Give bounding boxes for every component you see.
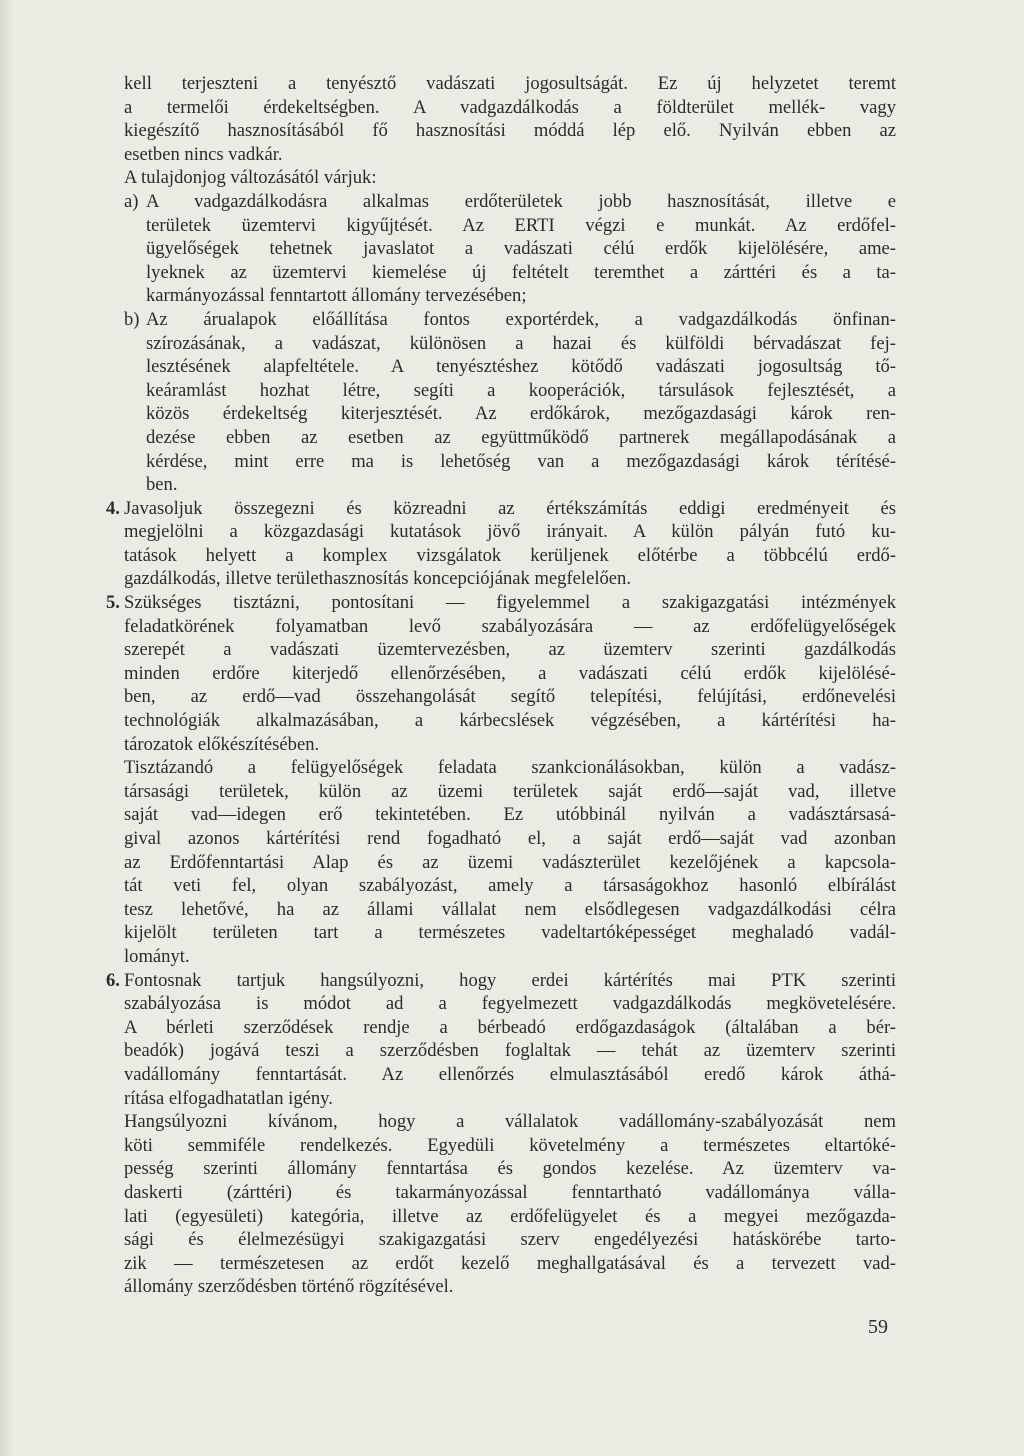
page-edge-shadow bbox=[0, 0, 14, 1456]
text-line: társasági területek, külön az üzemi területek saját erdő—saját vad, illetve bbox=[124, 780, 896, 802]
text-line: zik — természetesen az erdőt kezelő meghallgatásával és a tervezett vad- bbox=[124, 1252, 896, 1274]
text-line: gival azonos kártérítési rend fogadható el, a saját erdő—saját vad azonban bbox=[124, 828, 896, 849]
item-number: 6. bbox=[106, 969, 120, 991]
text-line: beadók) jogává teszi a szerződésben foglaltak — tehát az üzemterv szerinti bbox=[124, 1040, 896, 1062]
text-line: Szükséges tisztázni, pontosítani — figyelemmel a szakigazgatási intézmények bbox=[124, 592, 896, 614]
text-line: lyeknek az üzemtervi kiemelése új feltételt teremthet a zárttéri és a ta- bbox=[146, 261, 896, 283]
text-line: ben. bbox=[146, 474, 178, 496]
item-number: 5. bbox=[106, 592, 120, 614]
text-line: Fontosnak tartjuk hangsúlyozni, hogy erdei kártérítés mai PTK szerinti bbox=[124, 969, 896, 991]
text-line: tározatok előkészítésében. bbox=[124, 733, 320, 755]
text-line: Tisztázandó a felügyelőségek feladata szankcionálásokban, külön a vadász- bbox=[124, 757, 896, 779]
item-label: b) bbox=[124, 308, 140, 330]
text-line: tát veti fel, olyan szabályozást, amely a társaságokhoz hasonló elbírálást bbox=[124, 875, 896, 897]
text-line: kiegészítő hasznosításából fő hasznosítási móddá lép elő. Nyilván ebben az bbox=[124, 120, 896, 142]
list-item-6 bbox=[106, 969, 896, 1299]
list-item-4 bbox=[106, 497, 896, 591]
text-line: szírozásának, a vadászat, különösen a hazai és külföldi bérvadászat fej- bbox=[146, 332, 896, 354]
text-line: köti semmiféle rendelkezés. Egyedüli követelmény a természetes eltartóké- bbox=[124, 1134, 896, 1156]
text-line: feladatkörének folyamatban levő szabályozására — az erdőfelügyelőségek bbox=[124, 615, 896, 637]
text-line: szerepét a vadászati üzemtervezésben, az üzemterv szerinti gazdálkodás bbox=[124, 639, 896, 661]
text-line: Az árualapok előállítása fontos exportérdek, a vadgazdálkodás önfinan- bbox=[146, 308, 896, 330]
intro-paragraph bbox=[124, 72, 896, 166]
text-line: az Erdőfenntartási Alap és az üzemi vadászterület kezelőjének a kapcsola- bbox=[124, 851, 896, 873]
text-line: minden erdőre kiterjedő ellenőrzésében, a vadászati célú erdők kijelölésé- bbox=[124, 662, 896, 684]
text-line: kijelölt területen tart a természetes vadeltartóképességet meghaladó vadál- bbox=[124, 922, 896, 944]
text-line: területek üzemtervi kigyűjtését. Az ERTI végzi e munkát. Az erdőfel- bbox=[146, 214, 896, 236]
text-line: karmányozással fenntartott állomány tervezésében; bbox=[146, 285, 527, 307]
text-line: sági és élelmezésügyi szakigazgatási szerv engedélyezési hatáskörébe tarto- bbox=[124, 1229, 896, 1251]
text-line: kérdése, mint erre ma is lehetőség van a mezőgazdasági károk térítésé- bbox=[146, 450, 896, 472]
list-item-a bbox=[124, 190, 896, 308]
text-line: saját vad—idegen erő tekintetében. Ez utóbbinál nyilván a vadásztársasá- bbox=[124, 804, 896, 826]
text-line: rítása elfogadhatatlan igény. bbox=[124, 1087, 333, 1109]
text-line: a termelői érdekeltségben. A vadgazdálkodás a földterület mellék- vagy bbox=[124, 96, 896, 118]
text-line: szabályozása is módot ad a fegyelmezett vadgazdálkodás megkövetelésére. bbox=[124, 993, 896, 1015]
body-text bbox=[106, 72, 896, 1299]
text-line: állomány szerződésben történő rögzítésével. bbox=[124, 1276, 454, 1298]
text-line: Hangsúlyozni kívánom, hogy a vállalatok vadállomány-szabályozását nem bbox=[124, 1111, 896, 1133]
text-line: vadállomány fenntartását. Az ellenőrzés elmulasztásából eredő károk áthá- bbox=[124, 1063, 896, 1085]
text-line: technológiák alkalmazásában, a kárbecslések végzésében, a kártérítési ha- bbox=[124, 710, 896, 732]
text-line: lományt. bbox=[124, 945, 190, 967]
text-line: pesség szerinti állomány fenntartása és gondos kezelése. Az üzemterv va- bbox=[124, 1158, 896, 1180]
text-line: esetben nincs vadkár. bbox=[124, 143, 283, 165]
text-line: Javasoljuk összegezni és közreadni az értékszámítás eddigi eredményeit és bbox=[124, 497, 896, 519]
list-item-b bbox=[124, 308, 896, 497]
text-line: tesz lehetővé, ha az állami vállalat nem elsődlegesen vadgazdálkodási célra bbox=[124, 898, 896, 920]
text-line: gazdálkodás, illetve területhasznosítás koncepciójának megfelelően. bbox=[124, 568, 631, 590]
text-line: megjelölni a közgazdasági kutatások jövő irányait. A külön pályán futó ku- bbox=[124, 521, 896, 543]
owner-change-heading: A tulajdonjog változásától várjuk: bbox=[124, 167, 377, 189]
text-line: dezése ebben az esetben az együttműködő partnerek megállapodásának a bbox=[146, 426, 896, 448]
text-line: lesztésének alapfeltétele. A tenyésztéshez kötődő vadászati jogosultság tő- bbox=[146, 356, 896, 378]
page-number: 59 bbox=[868, 1316, 888, 1338]
text-line: tatások helyett a komplex vizsgálatok kerüljenek előtérbe a többcélú erdő- bbox=[124, 544, 896, 566]
text-line: keáramlást hozhat létre, segíti a kooperációk, társulások fejlesztését, a bbox=[146, 379, 896, 401]
text-line: közös érdekeltség kiterjesztését. Az erdőkárok, mezőgazdasági károk ren- bbox=[146, 403, 896, 425]
item-number: 4. bbox=[106, 497, 120, 519]
text-line: ügyelőségek tehetnek javaslatot a vadászati célú erdők kijelölésére, ame- bbox=[146, 238, 896, 260]
list-item-5 bbox=[106, 591, 896, 969]
text-line: lati (egyesületi) kategória, illetve az erdőfelügyelet és a megyei mezőgazda- bbox=[124, 1205, 896, 1227]
text-line: A bérleti szerződések rendje a bérbeadó erdőgazdaságok (általában a bér- bbox=[124, 1016, 896, 1038]
text-line: ben, az erdő—vad összehangolását segítő telepítési, felújítási, erdőnevelési bbox=[124, 686, 896, 708]
text-line: kell terjeszteni a tenyésztő vadászati jogosultságát. Ez új helyzetet teremt bbox=[124, 73, 896, 94]
item-label: a) bbox=[124, 190, 139, 212]
text-line: daskerti (zárttéri) és takarmányozással fenntartható vadállománya válla- bbox=[124, 1181, 896, 1203]
text-line: A vadgazdálkodásra alkalmas erdőterületek jobb hasznosítását, illetve e bbox=[146, 190, 896, 212]
